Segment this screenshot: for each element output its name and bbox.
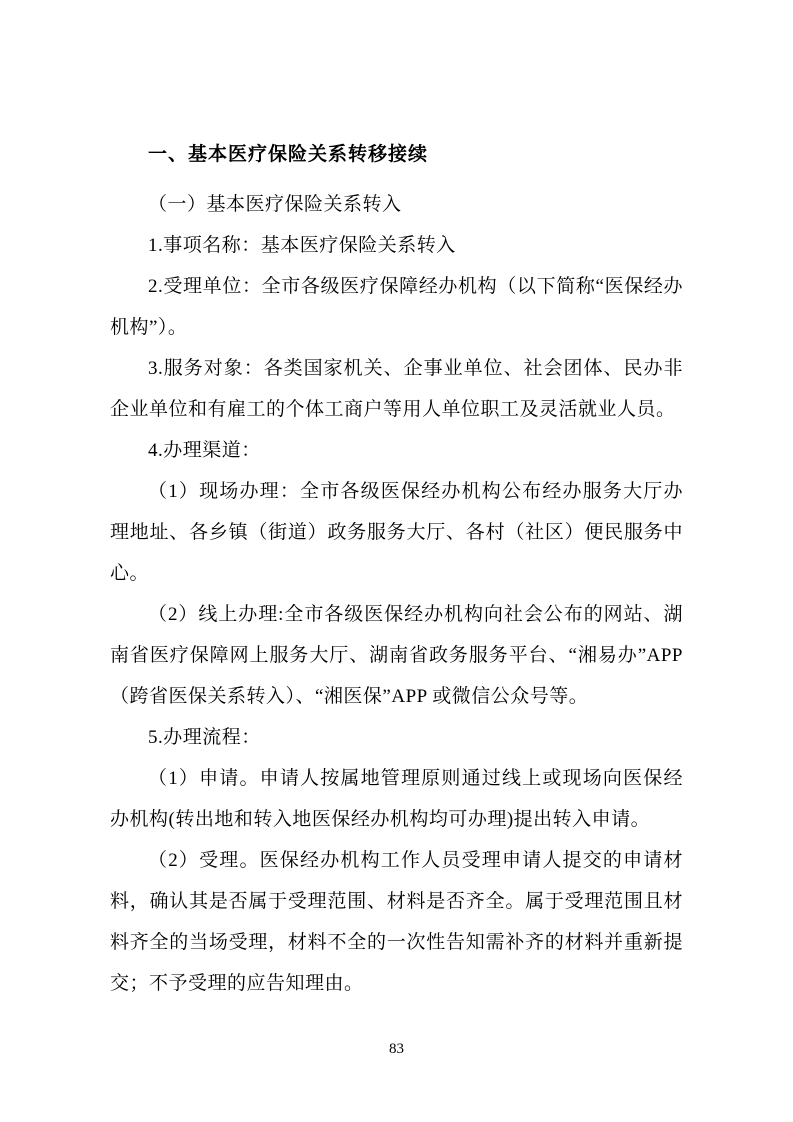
paragraph: 2.受理单位：全市各级医疗保障经办机构（以下简称“医保经办机构”）。: [110, 276, 683, 338]
paragraph: （2）线上办理:全市各级医保经办机构向社会公布的网站、湖南省医疗保障网上服务大厅、湖南省政务服务平台、“湘易办”APP（跨省医保关系转入）、“湘医保”APP 或微信公众号等。: [110, 604, 683, 707]
paragraph: （2）受理。医保经办机构工作人员受理申请人提交的申请材料，确认其是否属于受理范围、材料是否齐全。属于受理范围且材料齐全的当场受理，材料不全的一次性告知需补齐的材料并重新提交；不予受理的应告知理由。: [110, 850, 683, 994]
paragraph: 3.服务对象：各类国家机关、企事业单位、社会团体、民办非企业单位和有雇工的个体工商户等用人单位职工及灵活就业人员。: [110, 358, 683, 420]
paragraph: 4.办理渠道：: [148, 440, 261, 461]
paragraph: 1.事项名称：基本医疗保险关系转入: [148, 235, 456, 256]
document-content: [110, 140, 683, 1004]
paragraph: （一）基本医疗保险关系转入: [148, 194, 402, 215]
paragraph: （1）现场办理：全市各级医保经办机构公布经办服务大厅办理地址、各乡镇（街道）政务服务大厅、各村（社区）便民服务中心。: [110, 481, 683, 584]
page-number: 83: [389, 1041, 404, 1057]
section-title: 一、基本医疗保险关系转移接续: [148, 144, 429, 165]
paragraph: （1）申请。申请人按属地管理原则通过线上或现场向医保经办机构(转出地和转入地医保经办机构均可办理)提出转入申请。: [110, 768, 683, 830]
paragraph: 5.办理流程：: [148, 727, 261, 748]
